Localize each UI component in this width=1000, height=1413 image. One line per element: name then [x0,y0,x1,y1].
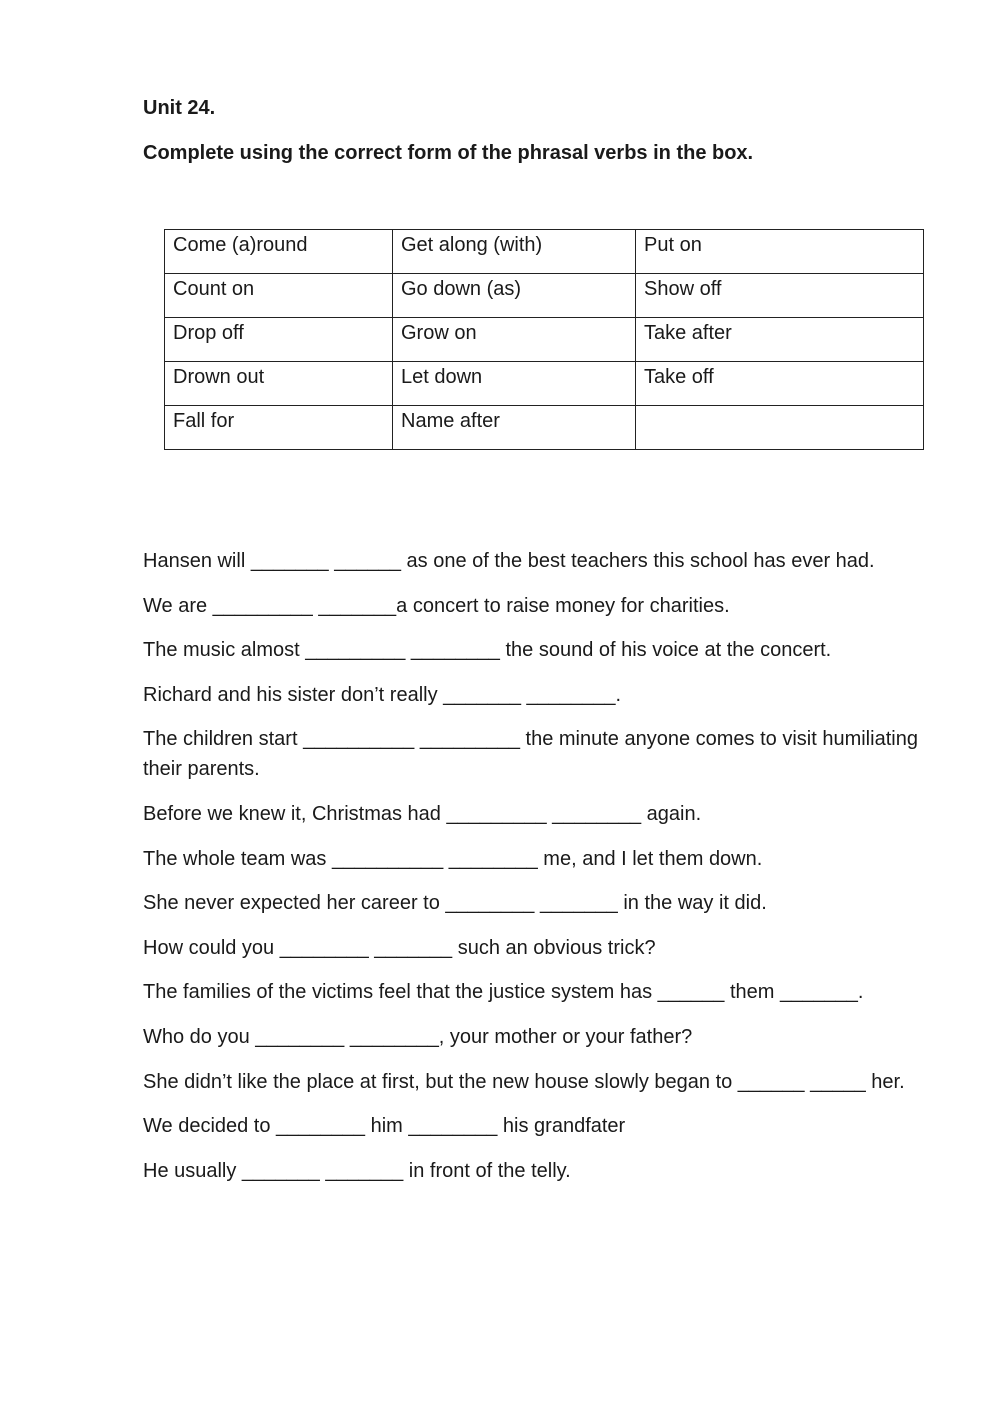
verb-box-cell: Drop off [165,318,393,362]
exercise-sentence: The music almost _________ ________ the sound of his voice at the concert. [143,639,832,662]
verb-box-row [165,406,924,450]
exercise-sentence: Before we knew it, Christmas had _________ ________ again. [143,802,702,825]
exercise-sentence: How could you ________ _______ such an obvious trick? [143,936,656,959]
verb-box-cell: Put on [636,230,924,274]
verb-box-cell: Count on [165,274,393,318]
exercise-sentence: She never expected her career to ________ _______ in the way it did. [143,892,767,915]
verb-box-cell: Get along (with) [393,230,636,274]
verb-box-row [165,318,924,362]
exercise-sentences [143,546,933,1200]
exercise-sentence: We are _________ _______a concert to raise money for charities. [143,594,730,617]
verb-box-row [165,230,924,274]
exercise-sentence: The families of the victims feel that the justice system has ______ them _______. [143,981,864,1004]
verb-box-cell: Name after [393,406,636,450]
instruction-text: Complete using the correct form of the phrasal verbs in the box. [143,142,754,164]
verb-box-row [165,362,924,406]
verb-box-row [165,274,924,318]
unit-title: Unit 24. [143,97,216,119]
verb-box-cell: Show off [636,274,924,318]
verb-box-cell: Let down [393,362,636,406]
exercise-sentence: We decided to ________ him ________ his grandfater [143,1115,626,1138]
verb-box-cell: Drown out [165,362,393,406]
verb-box-cell: Come (a)round [165,230,393,274]
verb-box-cell: Take off [636,362,924,406]
exercise-sentence: The children start __________ _________ the minute anyone comes to visit humiliating their parents. [143,728,924,781]
exercise-sentence: The whole team was __________ ________ me, and I let them down. [143,847,763,870]
verb-box-cell: Grow on [393,318,636,362]
verb-box-cell [636,406,924,450]
phrasal-verb-box [164,229,924,450]
exercise-sentence: He usually _______ _______ in front of the telly. [143,1159,571,1182]
verb-box-cell: Fall for [165,406,393,450]
verb-box-cell: Take after [636,318,924,362]
exercise-sentence: Hansen will _______ ______ as one of the best teachers this school has ever had. [143,550,875,572]
verb-box-cell: Go down (as) [393,274,636,318]
exercise-sentence: Who do you ________ ________, your mother or your father? [143,1025,693,1048]
exercise-sentence: Richard and his sister don’t really _______ ________. [143,683,622,706]
exercise-sentence: She didn’t like the place at first, but the new house slowly began to ______ _____ her. [143,1070,905,1093]
